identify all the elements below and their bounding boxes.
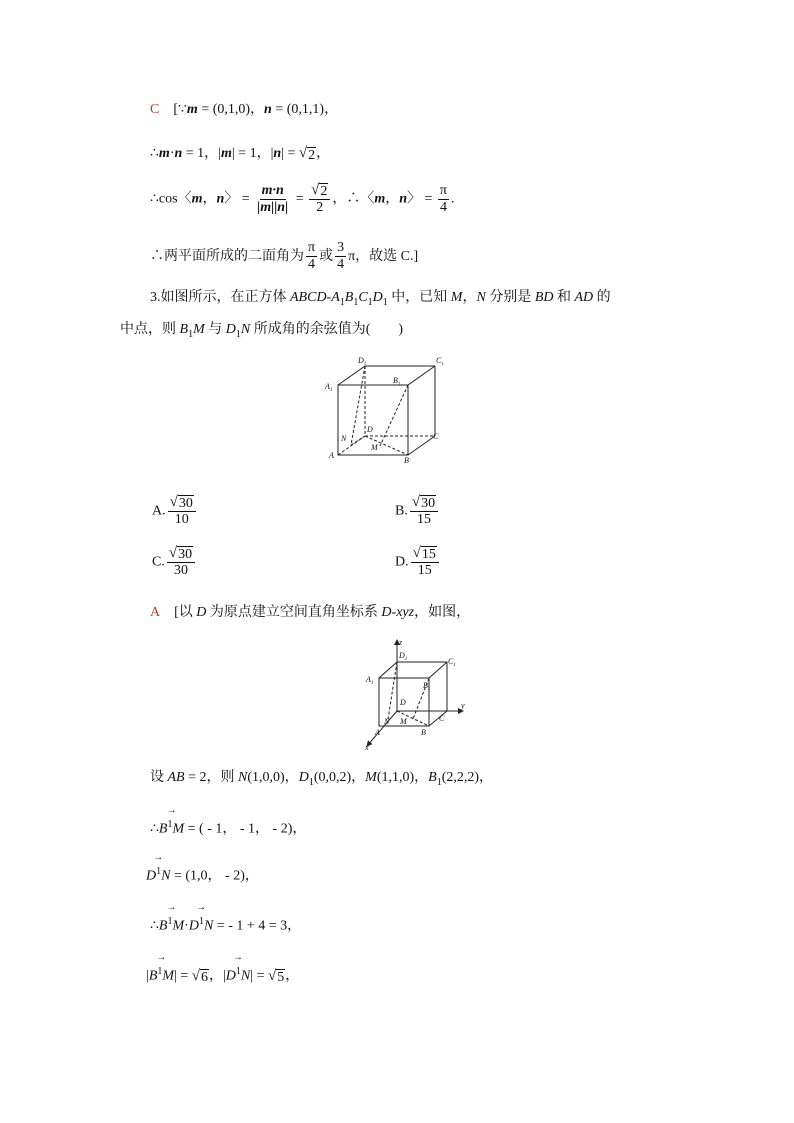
text: = — [292, 191, 308, 207]
label-n: N — [341, 434, 347, 443]
fraction — [335, 240, 346, 273]
numerator: π — [438, 183, 449, 200]
fraction — [411, 545, 439, 579]
label-a: A — [375, 728, 380, 737]
label-d1: $D_1$ — [358, 356, 367, 367]
radicand: 5 — [277, 970, 285, 986]
text: 分别是 — [485, 290, 535, 305]
text: N — [238, 770, 248, 785]
text: ∴ — [150, 146, 159, 161]
label-y: y — [461, 701, 465, 710]
vector-b1m: → $B^1M$ — [159, 912, 184, 937]
solution-2-line-1 — [150, 100, 338, 120]
text: (1,0,0)， — [247, 770, 299, 785]
cube-edge — [338, 366, 365, 385]
vector-d1n: → $D^1N$ — [146, 862, 170, 887]
text: ， — [462, 290, 477, 305]
option-c[interactable] — [152, 545, 197, 579]
text: M — [450, 290, 463, 305]
label-b1: $B_1$ — [393, 376, 401, 387]
option-label: B. — [395, 503, 408, 519]
text: π — [348, 248, 356, 264]
text: ， — [285, 968, 300, 984]
radicand: 2 — [320, 183, 328, 199]
denominator: 4 — [439, 199, 447, 215]
label-b1: $B_1$ — [423, 681, 431, 692]
fraction — [438, 183, 449, 216]
text: = 2，则 — [184, 770, 239, 785]
label-b: B — [421, 728, 426, 737]
calc-line-5 — [146, 962, 299, 987]
denominator: 15 — [417, 563, 432, 579]
cube-edge — [429, 662, 447, 678]
coordinate-cube-figure — [355, 636, 475, 751]
label-d: D — [367, 425, 373, 434]
fraction — [410, 494, 438, 528]
calc-line-4 — [150, 912, 301, 937]
text: | = 1，| — [231, 146, 274, 161]
radicand: 30 — [421, 495, 436, 511]
text: ∴ — [150, 821, 159, 837]
text: [以 — [174, 605, 197, 620]
subscript: 1 — [382, 296, 388, 308]
vector-b1m: → $B^1M$ — [149, 962, 174, 987]
text: 为原点建立空间直角坐标系 — [206, 605, 382, 620]
fraction — [168, 494, 196, 528]
cube-edge — [379, 662, 397, 678]
text: ， — [385, 191, 400, 207]
text: · — [184, 918, 189, 934]
numerator: √ 15 — [411, 545, 439, 563]
fraction — [167, 545, 195, 579]
label-b: B — [404, 456, 409, 465]
numerator: √ 30 — [410, 494, 438, 512]
x-axis — [367, 711, 397, 746]
text: | — [146, 968, 149, 984]
text: = 1，| — [182, 146, 221, 161]
text: 或 — [319, 248, 334, 264]
vector-m: m — [191, 191, 203, 207]
numerator: π — [306, 240, 317, 257]
fraction — [255, 183, 290, 216]
text: 中，已知 — [387, 290, 451, 305]
text: C — [358, 290, 368, 305]
text: (0,0,2)， — [313, 770, 366, 785]
subscript: 1 — [353, 296, 359, 308]
vector-n: n — [399, 191, 408, 207]
vector-n: n — [273, 146, 282, 161]
text: D — [372, 290, 383, 305]
label-x: x — [365, 743, 369, 751]
subscript: 1 — [436, 776, 442, 788]
cube-figure — [320, 352, 450, 467]
label-a: A — [329, 451, 334, 460]
label-d: D — [400, 698, 406, 707]
text: = (1,0， - 2)， — [170, 868, 259, 884]
question-3-line-2 — [120, 320, 403, 345]
radicand: 30 — [178, 495, 193, 511]
vector-m: m — [220, 146, 232, 161]
option-a[interactable] — [152, 494, 198, 528]
text: 与 — [204, 322, 226, 337]
sqrt: √ 5 — [267, 967, 285, 986]
text: 所成角的余弦值为( ) — [250, 322, 404, 337]
text: N — [476, 290, 486, 305]
solution-2-line-2 — [150, 143, 330, 164]
text: ABCD-A — [290, 290, 340, 305]
calc-line-3 — [146, 862, 259, 887]
solution-2-line-3 — [150, 182, 455, 216]
vector-m: m — [186, 102, 198, 117]
text: ，如图， — [414, 605, 471, 620]
option-d[interactable] — [395, 545, 441, 579]
vector-d1n: → $D^1N$ — [226, 962, 250, 987]
segment-d1n — [351, 366, 365, 445]
numerator: √ 30 — [167, 545, 195, 563]
radicand: 15 — [421, 546, 436, 562]
text: ，故选 C.] — [355, 248, 419, 264]
text: D — [196, 605, 207, 620]
label-a1: $A_1$ — [366, 675, 374, 686]
subscript: 1 — [339, 296, 345, 308]
calc-line-2 — [150, 815, 306, 840]
denominator: |m||n| — [257, 199, 289, 215]
sqrt: √ 2 — [298, 145, 316, 163]
denominator: 2 — [316, 200, 324, 216]
vector-n: n — [264, 102, 272, 117]
text: ， — [202, 191, 217, 207]
text: · — [169, 146, 175, 161]
cube-edge — [408, 436, 435, 455]
denominator: 30 — [173, 563, 188, 579]
vector-d1n: → $D^1N$ — [189, 912, 213, 937]
radicand: 30 — [178, 546, 193, 562]
label-a1: $A_1$ — [325, 382, 333, 393]
text: | = — [174, 968, 192, 984]
answer-letter: A — [150, 605, 161, 620]
sqrt: √ 6 — [191, 967, 208, 986]
answer-letter: C — [150, 102, 160, 117]
question-3-line-1 — [150, 288, 611, 313]
numerator: √ 30 — [168, 494, 196, 512]
text: AD — [574, 290, 594, 305]
option-b[interactable] — [395, 494, 440, 528]
text: [∵ — [173, 102, 187, 117]
text: = ( - 1， - 1， - 2)， — [184, 821, 307, 837]
numerator: m·n — [260, 183, 286, 200]
cube-edge — [408, 366, 435, 385]
subscript: 1 — [188, 328, 194, 340]
label-d1: $D_1$ — [399, 651, 408, 662]
text: M — [365, 770, 377, 785]
option-label: C. — [152, 554, 165, 570]
text: 的 — [593, 290, 611, 305]
vector-m: m — [158, 146, 170, 161]
text: N — [240, 322, 251, 337]
text: = (0,1,0)， — [197, 102, 265, 117]
text: D — [225, 322, 236, 337]
text: D — [298, 770, 309, 785]
text: ， — [316, 146, 331, 161]
option-label: D. — [395, 554, 409, 570]
fraction — [309, 182, 330, 216]
numerator: √ 2 — [309, 182, 330, 200]
subscript: 1 — [367, 296, 373, 308]
label-c1: $C_1$ — [436, 356, 444, 367]
text: B — [344, 290, 354, 305]
text: | = — [250, 968, 268, 984]
calc-line-1 — [150, 768, 493, 793]
text: ∴ — [150, 918, 159, 934]
label-c1: $C_1$ — [448, 657, 456, 668]
text: 3.如图所示，在正方体 — [150, 290, 290, 305]
label-m: M — [400, 717, 407, 726]
label-c: C — [439, 714, 445, 723]
denominator: 4 — [337, 257, 345, 273]
numerator: 3 — [335, 240, 346, 257]
subscript: 1 — [235, 328, 241, 340]
text: = (0,1,1)， — [271, 102, 339, 117]
vector-n: n — [174, 146, 183, 161]
radicand: 2 — [308, 147, 316, 163]
text: 和 — [553, 290, 575, 305]
denominator: 15 — [416, 512, 431, 528]
solution-2-line-4 — [150, 240, 418, 273]
vector-m: m — [374, 191, 386, 207]
radicand: 6 — [200, 970, 208, 986]
text: (2,2,2)， — [441, 770, 494, 785]
segment-d1n — [388, 662, 397, 719]
text: AB — [167, 770, 185, 785]
text: D-xyz — [381, 605, 415, 620]
text: B — [428, 770, 437, 785]
fraction — [306, 240, 317, 273]
text: ，| — [208, 968, 226, 984]
text: 〉 = — [224, 191, 254, 207]
label-z: z — [399, 638, 403, 647]
label-m: M — [371, 443, 378, 452]
denominator: 4 — [308, 257, 316, 273]
label-c: C — [433, 432, 439, 441]
vector-n: n — [216, 191, 225, 207]
text: = - 1 + 4 = 3， — [213, 918, 302, 934]
text: BD — [534, 290, 554, 305]
text: 中点，则 — [120, 322, 180, 337]
text: M — [193, 322, 205, 337]
text: . — [451, 191, 455, 207]
denominator: 10 — [174, 512, 189, 528]
text: ∴cos〈 — [150, 191, 192, 207]
text: ∴两平面所成的二面角为 — [150, 248, 304, 264]
text: 设 — [150, 770, 168, 785]
option-label: A. — [152, 503, 166, 519]
segment-b1m — [380, 385, 408, 446]
text: ，∴〈 — [332, 191, 375, 207]
subscript: 1 — [308, 776, 314, 788]
text: B — [179, 322, 189, 337]
text: (1,1,0)， — [376, 770, 429, 785]
vector-b1m: → $B^1M$ — [159, 815, 184, 840]
solution-3-intro — [150, 603, 470, 623]
text: | = — [281, 146, 299, 161]
label-n: N — [384, 717, 390, 726]
text: 〉 = — [407, 191, 436, 207]
